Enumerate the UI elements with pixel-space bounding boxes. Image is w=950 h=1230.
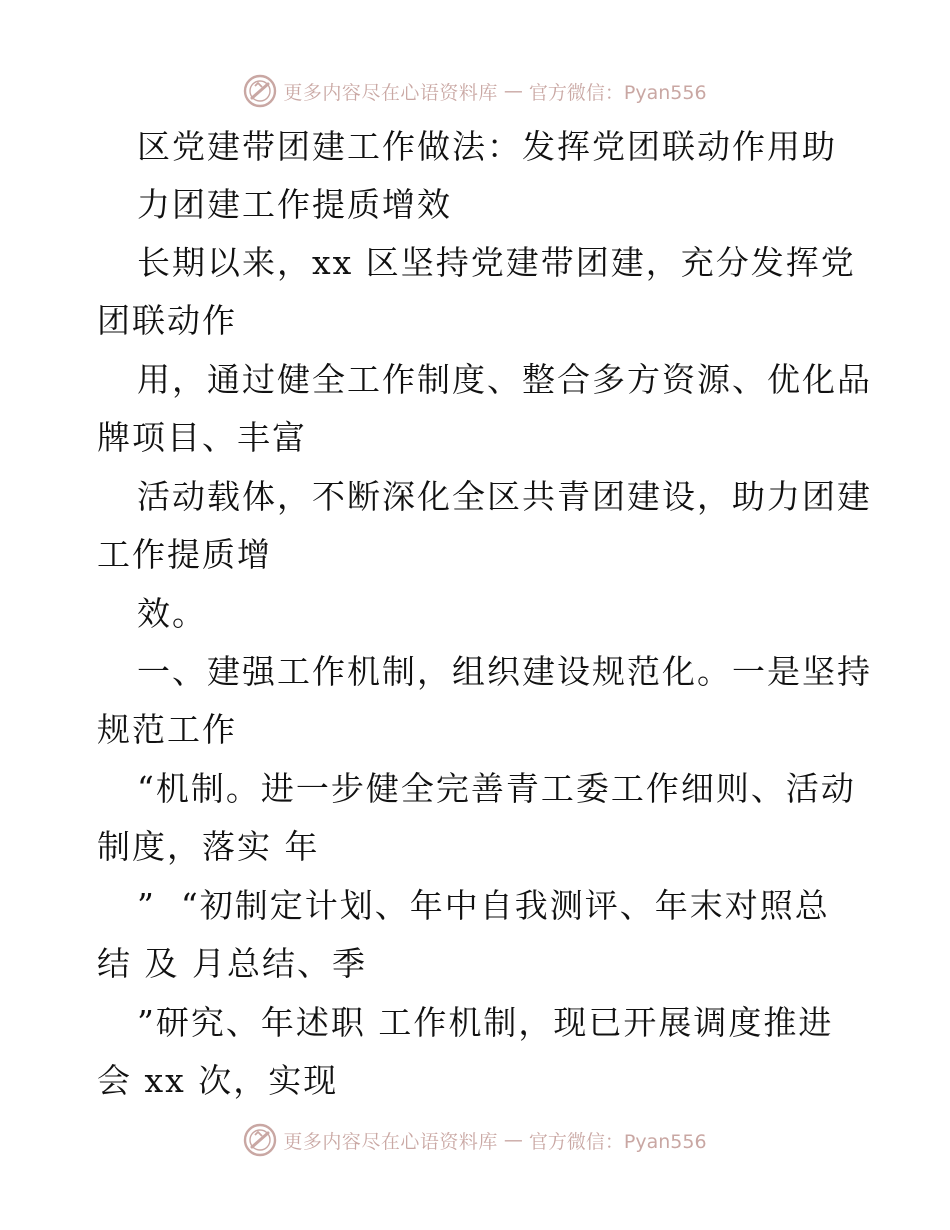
footer-watermark [0,1120,950,1160]
paragraph-line: 结 及 月总结、季 [97,944,367,983]
paragraph-line: “机制。进一步健全完善青工委工作细则、活动 [137,769,856,808]
seal-logo-icon [243,74,277,108]
seal-logo-icon [243,1123,277,1157]
paragraph-line: 效。 [137,594,207,633]
watermark-text: 更多内容尽在心语资料库 [283,1130,498,1153]
watermark-contact: 官方微信：Pyan556 [528,81,707,104]
paragraph-line: ” “初制定计划、年中自我测评、年末对照总 [137,886,830,925]
paragraph-line: 活动载体，不断深化全区共青团建设，助力团建 [137,477,872,516]
paragraph-line: 会 xx 次，实现 [97,1061,339,1100]
watermark-separator: — [503,1129,523,1151]
paragraph-line: 制度，落实 年 [97,827,320,866]
paragraph-line: 用，通过健全工作制度、整合多方资源、优化品 [137,360,872,399]
watermark-contact: 官方微信：Pyan556 [528,1130,707,1153]
header-watermark [0,71,950,111]
section-heading-line: 一、建强工作机制，组织建设规范化。一是坚持 [137,652,872,691]
paragraph-line: ”研究、年述职 工作机制，现已开展调度推进 [137,1003,834,1042]
document-title-line-2: 力团建工作提质增效 [137,185,452,224]
paragraph-line: 工作提质增 [97,535,272,574]
paragraph-line: 规范工作 [97,710,237,749]
watermark-text: 更多内容尽在心语资料库 [283,81,498,104]
paragraph-line: 团联动作 [97,301,237,340]
paragraph-line: 牌项目、丰富 [97,418,307,457]
paragraph-line: 长期以来，xx 区坚持党建带团建，充分发挥党 [137,243,856,282]
document-title-line-1: 区党建带团建工作做法：发挥党团联动作用助 [137,127,837,166]
watermark-separator: — [503,80,523,102]
